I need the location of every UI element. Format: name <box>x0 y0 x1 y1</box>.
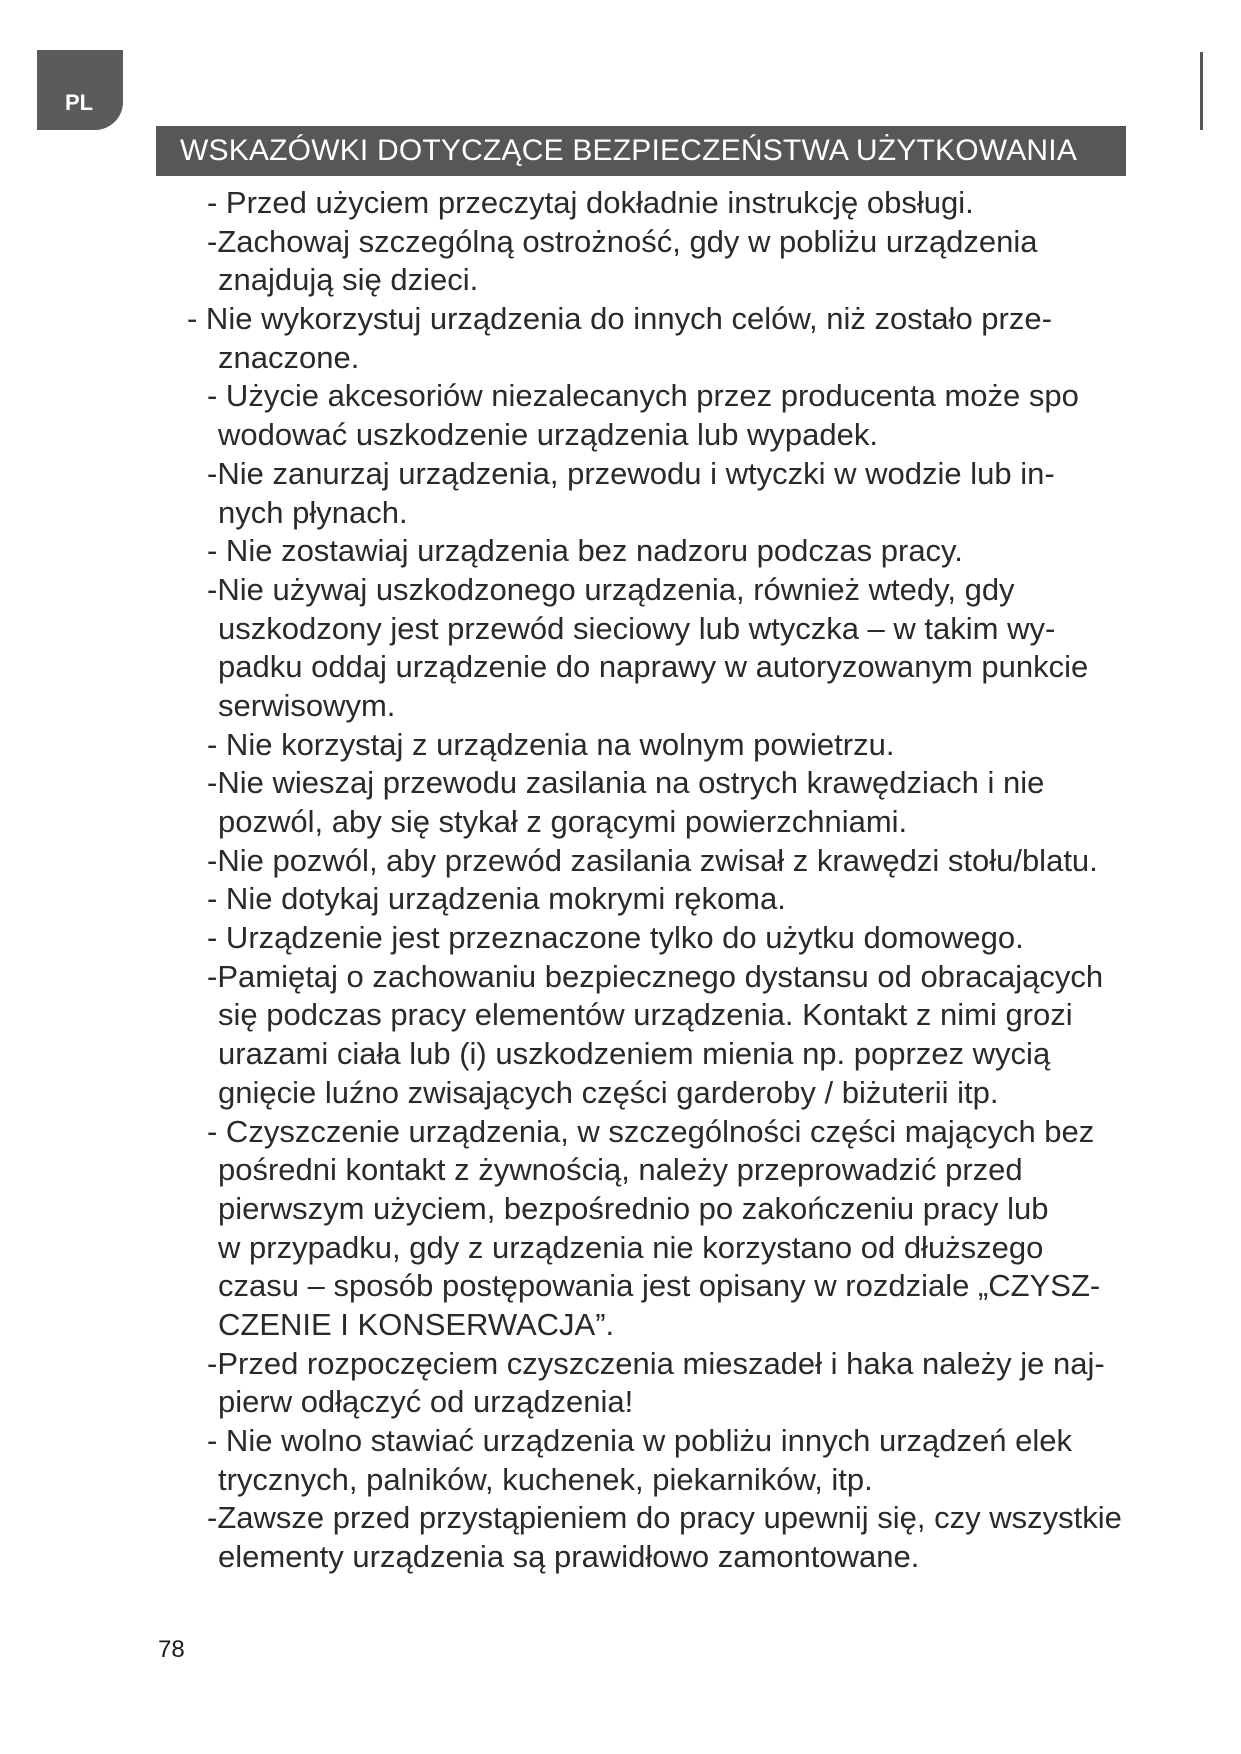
text-line: - Urządzenie jest przeznaczone tylko do użytku domowego. <box>207 920 1024 956</box>
text-line: znaczone. <box>218 339 360 375</box>
text-line: - Użycie akcesoriów niezalecanych przez producenta może spo <box>207 378 1079 414</box>
text-line: - Nie dotykaj urządzenia mokrymi rękoma. <box>207 881 786 917</box>
text-line: pierw odłączyć od urządzenia! <box>218 1384 634 1420</box>
text-line: w przypadku, gdy z urządzenia nie korzystano od dłuższego <box>218 1229 1044 1265</box>
text-line: trycznych, palników, kuchenek, piekarników, itp. <box>218 1461 873 1497</box>
text-line: uszkodzony jest przewód sieciowy lub wtyczka – w takim wy- <box>218 610 1056 646</box>
text-line: pozwól, aby się stykał z gorącymi powierzchniami. <box>218 804 908 839</box>
text-line: serwisowym. <box>218 687 396 723</box>
text-line: -Pamiętaj o zachowaniu bezpiecznego dystansu od obracających <box>207 958 1104 994</box>
text-line: się podczas pracy elementów urządzenia. Kontakt z nimi grozi <box>218 997 1073 1033</box>
text-line: gnięcie luźno zwisających części garderoby / biżuterii itp. <box>218 1074 999 1110</box>
text-line: - Nie korzystaj z urządzenia na wolnym powietrzu. <box>207 726 895 762</box>
text-line: -Nie używaj uszkodzonego urządzenia, również wtedy, gdy <box>207 571 1015 607</box>
text-line: - Przed użyciem przeczytaj dokładnie instrukcję obsługi. <box>207 185 974 220</box>
text-line: elementy urządzenia są prawidłowo zamontowane. <box>218 1539 920 1575</box>
text-line: -Zachowaj szczególną ostrożność, gdy w pobliżu urządzenia <box>207 223 1038 259</box>
language-tab: PL <box>37 50 123 130</box>
text-line: -Zawsze przed przystąpieniem do pracy upewnij się, czy wszystkie <box>207 1500 1122 1536</box>
section-title: WSKAZÓWKI DOTYCZĄCE BEZPIECZEŃSTWA UŻYTKOWANIA <box>156 126 1126 176</box>
text-line: pierwszym użyciem, bezpośrednio po zakończeniu pracy lub <box>218 1190 1049 1226</box>
text-line: -Przed rozpoczęciem czyszczenia mieszadeł i haka należy je naj- <box>207 1345 1105 1381</box>
page-number: 78 <box>158 1636 185 1663</box>
text-line: pośredni kontakt z żywnością, należy przeprowadzić przed <box>218 1152 1023 1188</box>
text-line: padku oddaj urządzenie do naprawy w autoryzowanym punkcie <box>218 649 1089 685</box>
text-line: -Nie zanurzaj urządzenia, przewodu i wtyczki w wodzie lub in- <box>207 455 1055 491</box>
text-line: wodować uszkodzenie urządzenia lub wypadek. <box>218 417 879 453</box>
text-line: - Nie wolno stawiać urządzenia w pobliżu innych urządzeń elek <box>207 1423 1073 1458</box>
text-line: nych płynach. <box>218 494 408 530</box>
text-line: -Nie wieszaj przewodu zasilania na ostrych krawędziach i nie <box>207 765 1045 801</box>
text-line: - Nie zostawiaj urządzenia bez nadzoru podczas pracy. <box>207 533 963 569</box>
text-line: urazami ciała lub (i) uszkodzeniem mienia np. poprzez wycią <box>218 1036 1051 1072</box>
edge-marker <box>1200 52 1203 130</box>
text-line: znajdują się dzieci. <box>218 262 479 298</box>
safety-instructions <box>0 184 1241 1577</box>
text-line: - Nie wykorzystuj urządzenia do innych celów, niż zostało prze- <box>187 301 1052 337</box>
text-line: -Nie pozwól, aby przewód zasilania zwisał z krawędzi stołu/blatu. <box>207 842 1098 878</box>
text-line: CZENIE I KONSERWACJA”. <box>218 1306 615 1342</box>
text-line: - Czyszczenie urządzenia, w szczególności części mających bez <box>207 1113 1095 1149</box>
text-line: czasu – sposób postępowania jest opisany w rozdziale „CZYSZ- <box>218 1268 1101 1304</box>
